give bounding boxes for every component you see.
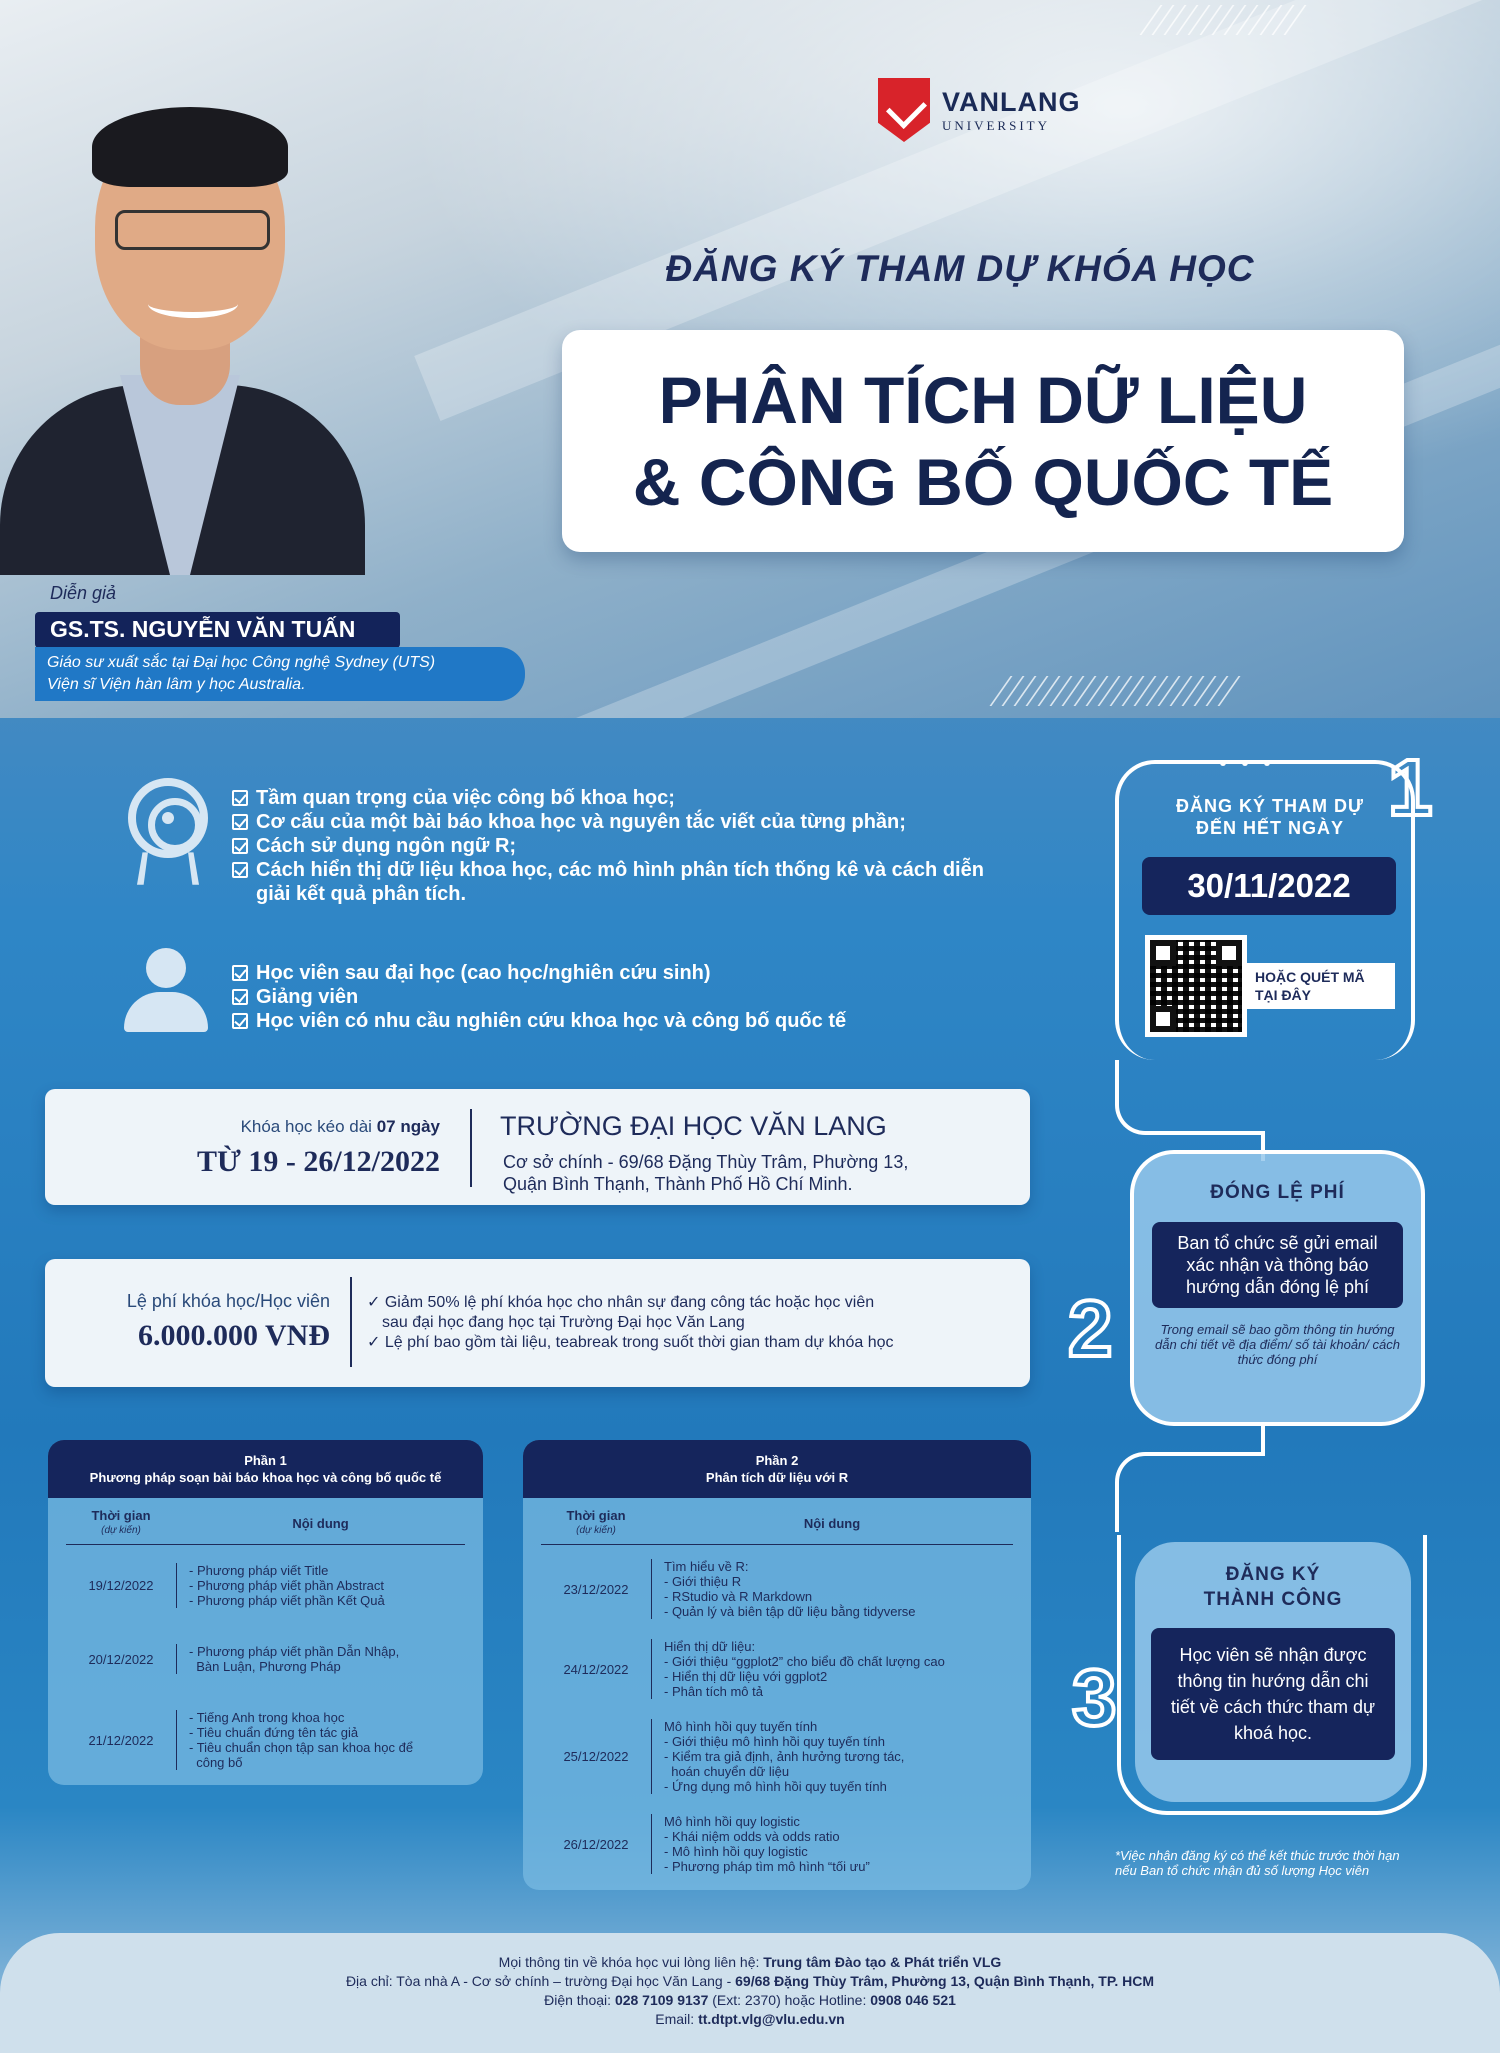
step2-note: Trong email sẽ bao gồm thông tin hướng dẫn chi tiết về địa điểm/ số tài khoản/ cách thức đóng phí	[1155, 1322, 1400, 1367]
fee-note-1: ✓ Giảm 50% lệ phí khóa học cho nhân sự đang công tác hoặc học viên	[367, 1294, 875, 1311]
table-row: 26/12/2022 Mô hình hồi quy logistic - Khái niệm odds và odds ratio - Mô hình hồi quy logistic - Phương pháp tìm mô hình “tối ưu”	[541, 1804, 1013, 1884]
footer-line1: Mọi thông tin về khóa học vui lòng liên hệ: Trung tâm Đào tạo & Phát triển VLG	[498, 1954, 1002, 1970]
step2-number: 2	[1068, 1284, 1113, 1373]
part2-column-headers: Thời gian (dự kiến) Nội dung	[541, 1508, 1013, 1545]
venue-address: Cơ sở chính - 69/68 Đặng Thùy Trâm, Phường 13, Quận Bình Thạnh, Thành Phố Hồ Chí Minh.	[503, 1152, 909, 1194]
step-connector	[1115, 1452, 1265, 1532]
target-stand-icon	[137, 852, 199, 884]
course-dates: TỪ 19 - 26/12/2022	[196, 1145, 440, 1178]
speaker-desc-line1: Giáo sư xuất sắc tại Đại học Công nghệ Sydney (UTS)	[47, 654, 436, 671]
part2-table	[523, 1440, 1031, 1890]
fee-note-2: ✓ Lệ phí bao gồm tài liệu, teabreak trong suốt thời gian tham dự khóa học	[367, 1334, 894, 1351]
fee-label: Lệ phí khóa học/Học viên	[126, 1291, 330, 1311]
list-item: Cách hiển thị dữ liệu khoa học, các mô hình phân tích thống kê và cách diễn giải kết quả phân tích.	[232, 858, 992, 906]
hotline-link[interactable]: 0908 046 521	[870, 1992, 956, 2008]
footer-line2: Địa chỉ: Tòa nhà A - Cơ sở chính – trường Đại học Văn Lang - 69/68 Đặng Thùy Trâm, Phường 13, Quận Bình Thạnh, TP. HCM	[345, 1973, 1155, 1989]
register-heading: ĐĂNG KÝ THAM DỰ KHÓA HỌC	[665, 248, 1255, 289]
list-item: Cơ cấu của một bài báo khoa học và nguyên tắc viết của từng phần;	[232, 810, 992, 834]
logo-name: VANLANG	[942, 86, 1081, 117]
step3-card	[1135, 1542, 1411, 1802]
speaker-desc-line2: Viện sĩ Viện hàn lâm y học Australia.	[47, 676, 306, 693]
checkbox-icon	[232, 989, 248, 1005]
topics-list	[232, 786, 992, 906]
decor-stripes	[1150, 5, 1296, 35]
list-item: Giảng viên	[232, 985, 992, 1009]
step2-body: Ban tổ chức sẽ gửi email xác nhận và thông báo hướng dẫn đóng lệ phí	[1152, 1222, 1403, 1308]
checkbox-icon	[232, 965, 248, 981]
duration-value: 07 ngày	[376, 1117, 440, 1136]
table-row: 24/12/2022 Hiển thị dữ liệu: - Giới thiệu “ggplot2” cho biểu đồ chất lượng cao - Hiển thị dữ liệu với ggplot2 - Phân tích mô tả	[541, 1629, 1013, 1709]
course-title-line2: & CÔNG BỐ QUỐC TẾ	[632, 445, 1334, 519]
step1-title: ĐĂNG KÝ THAM DỰ ĐẾN HẾT NGÀY	[1176, 796, 1364, 838]
footer-line3: Điện thoại: 028 7109 9137 (Ext: 2370) hoặc Hotline: 0908 046 521	[544, 1992, 956, 2008]
footer-line4: Email: tt.dtpt.vlg@vlu.edu.vn	[655, 2011, 845, 2027]
part2-header: Phần 2 Phân tích dữ liệu với R	[523, 1440, 1031, 1498]
checkbox-icon	[232, 862, 248, 878]
qr-code[interactable]	[1145, 935, 1247, 1037]
table-row: 23/12/2022 Tìm hiểu về R: - Giới thiệu R - RStudio và R Markdown - Quản lý và biên tập dữ liệu bằng tidyverse	[541, 1545, 1013, 1629]
table-row: 25/12/2022 Mô hình hồi quy tuyến tính - Giới thiệu mô hình hồi quy tuyến tính - Kiểm tra giả định, ảnh hưởng tương tác, hoán chuyển dữ liệu - Ứng dụng mô hình hồi quy tuyến tính	[541, 1709, 1013, 1804]
card-divider	[350, 1277, 352, 1367]
logo-sub: UNIVERSITY	[942, 117, 1050, 133]
speaker-tag: Diễn giả	[50, 583, 117, 603]
part1-table	[48, 1440, 483, 1785]
table-row: 20/12/2022 - Phương pháp viết phần Dẫn Nhập, Bàn Luận, Phương Pháp	[66, 1622, 465, 1696]
card-divider	[470, 1109, 472, 1187]
list-item: Cách sử dụng ngôn ngữ R;	[232, 834, 992, 858]
phone-link[interactable]: 028 7109 9137	[614, 1992, 709, 2008]
step1-number: 1	[1388, 743, 1433, 832]
decor-stripes	[1000, 676, 1230, 706]
speaker-description	[35, 647, 525, 701]
table-row: 19/12/2022 - Phương pháp viết Title - Phương pháp viết phần Abstract - Phương pháp viết phần Kết Quả	[66, 1545, 465, 1622]
checkbox-icon	[232, 814, 248, 830]
step2-title: ĐÓNG LỆ PHÍ	[1210, 1182, 1345, 1203]
table-row: 21/12/2022 - Tiếng Anh trong khoa học - Tiêu chuẩn đứng tên tác giả - Tiêu chuẩn chọn tập san khoa học để công bố	[66, 1696, 465, 1780]
list-item: Học viên sau đại học (cao học/nghiên cứu sinh)	[232, 961, 992, 985]
checkbox-icon	[232, 790, 248, 806]
list-item: Tầm quan trọng của việc công bố khoa học;	[232, 786, 992, 810]
step2-card	[1130, 1150, 1425, 1426]
audience-list	[232, 961, 992, 1033]
part1-header: Phần 1 Phương pháp soạn bài báo khoa học và công bố quốc tế	[48, 1440, 483, 1498]
step-connector	[1115, 1060, 1265, 1135]
speaker-photo	[0, 95, 365, 575]
venue-name: TRƯỜNG ĐẠI HỌC VĂN LANG	[500, 1111, 887, 1141]
duration-line: Khóa học kéo dài 07 ngày	[240, 1117, 440, 1136]
fee-notes: ✓ Giảm 50% lệ phí khóa học cho nhân sự đang công tác hoặc học viên sau đại học đang học tại Trường Đại học Văn Lang ✓ Lệ phí bao gồm tài liệu, teabreak trong suốt thời gian tham dự khóa học	[367, 1294, 894, 1351]
fee-amount: 6.000.000 VNĐ	[138, 1319, 330, 1352]
footer	[0, 1933, 1500, 2053]
checkbox-icon	[232, 1013, 248, 1029]
hero-banner	[0, 0, 1500, 718]
person-icon	[124, 948, 208, 1032]
step3-body: Học viên sẽ nhận được thông tin hướng dẫn chi tiết về cách thức tham dự khoá học.	[1151, 1628, 1395, 1760]
step3-number: 3	[1072, 1653, 1117, 1742]
checkbox-icon	[232, 838, 248, 854]
qr-caption: HOẶC QUÉT MÃ TẠI ĐÂY	[1247, 963, 1395, 1009]
target-icon	[128, 778, 208, 858]
speaker-name: GS.TS. NGUYỄN VĂN TUẤN	[35, 612, 400, 648]
registration-deadline: 30/11/2022	[1142, 857, 1396, 915]
vanlang-logo	[878, 78, 1081, 142]
list-item: Học viên có nhu cầu nghiên cứu khoa học và công bố quốc tế	[232, 1009, 992, 1033]
schedule-card	[45, 1089, 1030, 1205]
decor-dots	[1220, 760, 1270, 766]
email-link[interactable]: tt.dtpt.vlg@vlu.edu.vn	[698, 2011, 845, 2027]
vanlang-shield-icon	[878, 78, 930, 142]
disclaimer: *Việc nhận đăng ký có thể kết thúc trước thời hạn nếu Ban tổ chức nhận đủ số lượng Học viên	[1115, 1848, 1400, 1878]
course-title-box	[562, 330, 1404, 552]
course-title-line1: PHÂN TÍCH DỮ LIỆU	[658, 363, 1308, 437]
part1-column-headers: Thời gian (dự kiến) Nội dung	[66, 1508, 465, 1545]
fee-card	[45, 1259, 1030, 1387]
step3-title: ĐĂNG KÝ THÀNH CÔNG	[1203, 1564, 1343, 1610]
